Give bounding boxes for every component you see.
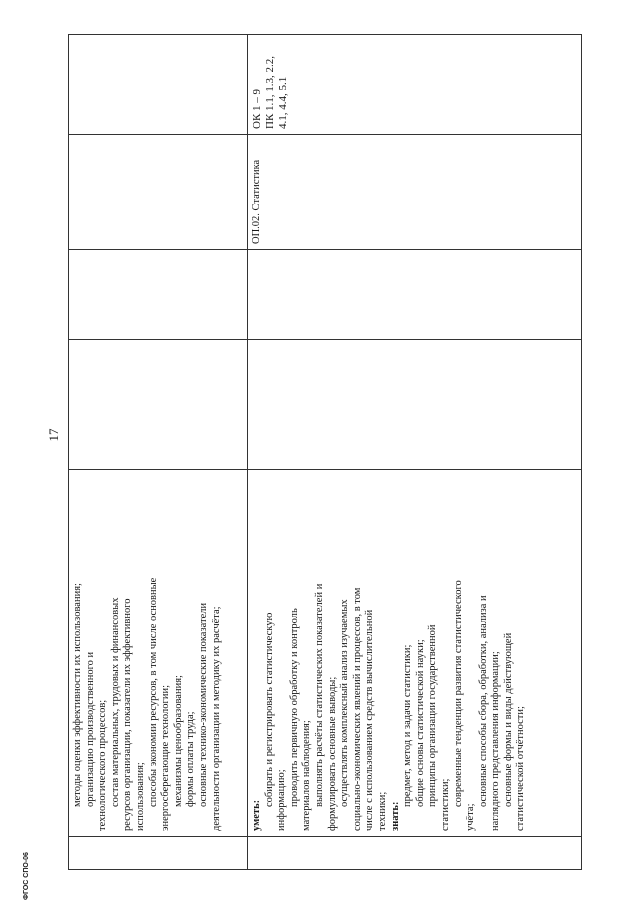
table-row-continuation [69, 35, 248, 870]
text-line: энергосберегающие технологии; [160, 684, 172, 831]
standard-table [68, 34, 582, 870]
text-line: выполнять расчёты статистических показателей и [313, 583, 325, 807]
text-line: состав материальных, трудовых и финансовых [109, 597, 121, 807]
hours-max-cell [69, 340, 248, 470]
text-line: предмет, метод и задачи статистики; [402, 644, 414, 807]
discipline-cell-empty [69, 135, 248, 250]
text-line: деятельности организации и методику их расчёта; [210, 606, 222, 831]
requirements-cell-statistics [248, 470, 582, 837]
text-line: числе с использованием средств вычислительной [364, 609, 376, 831]
text-line: использования; [134, 762, 146, 831]
text-line: формулировать основные выводы; [326, 676, 338, 831]
text-line: информацию; [276, 769, 288, 831]
hours-max-cell [248, 340, 582, 470]
competency-cell [248, 35, 582, 135]
text-line: методы оценки эффективности их использования; [72, 583, 83, 807]
text-line: социально-экономических явлений и процессов, в том [351, 587, 363, 831]
table-row-statistics [248, 35, 582, 870]
text-line: статистики; [439, 778, 451, 831]
skills-heading: уметь: [251, 799, 262, 831]
competency-line: 4.1, 4.4, 5.1 [277, 76, 289, 129]
text-line: способы экономии ресурсов, в том числе основные [147, 577, 159, 807]
knowledge-heading: знать: [389, 801, 401, 831]
text-line: собирать и регистрировать статистическую [263, 612, 275, 807]
index-cell [248, 837, 582, 870]
competency-line: ОК 1 – 9 [251, 88, 263, 129]
text-line: технологического процессов; [97, 699, 109, 831]
discipline-cell [248, 135, 582, 250]
competency-line: ПК 1.1, 1.3, 2.2, [264, 55, 276, 129]
text-line: механизмы ценообразования; [172, 675, 184, 807]
knowledge-list [402, 475, 528, 831]
hours-class-cell [69, 250, 248, 340]
text-line: организацию производственного и [84, 651, 96, 807]
text-line: учёта; [465, 803, 477, 831]
footer-doc-code: ФГОС СПО-06 [23, 852, 30, 900]
rotated-page [68, 35, 581, 870]
page-number: 17 [46, 428, 61, 442]
knowledge-list [72, 475, 223, 831]
hours-class-cell [248, 250, 582, 340]
discipline-name: ОП.02. Статистика [251, 159, 262, 244]
text-line: принципы организации государственной [427, 624, 439, 807]
skills-list [264, 475, 390, 831]
text-line: наглядного представления информации; [490, 651, 502, 831]
text-line: основные формы и виды действующей [502, 632, 514, 807]
competency-cell-empty [69, 35, 248, 135]
text-line: статистической отчётности; [515, 706, 527, 831]
text-line: общие основы статистической науки; [414, 639, 426, 807]
text-line: основные технико-экономические показатели [197, 602, 209, 807]
text-line: основные способы сбора, обработки, анализа и [477, 595, 489, 807]
text-line: осуществлять комплексный анализ изучаемых [339, 599, 351, 807]
text-line: формы оплаты труда; [185, 711, 197, 807]
text-line: современные тенденции развития статистического [452, 580, 464, 807]
text-line: ресурсов организации, показатели их эффективного [122, 598, 134, 831]
text-line: техники; [376, 791, 388, 831]
text-line: проводить первичную обработку и контроль [288, 608, 300, 807]
index-cell [69, 837, 248, 870]
text-line: материалов наблюдения; [301, 720, 313, 831]
requirements-cell-continuation [69, 470, 248, 837]
